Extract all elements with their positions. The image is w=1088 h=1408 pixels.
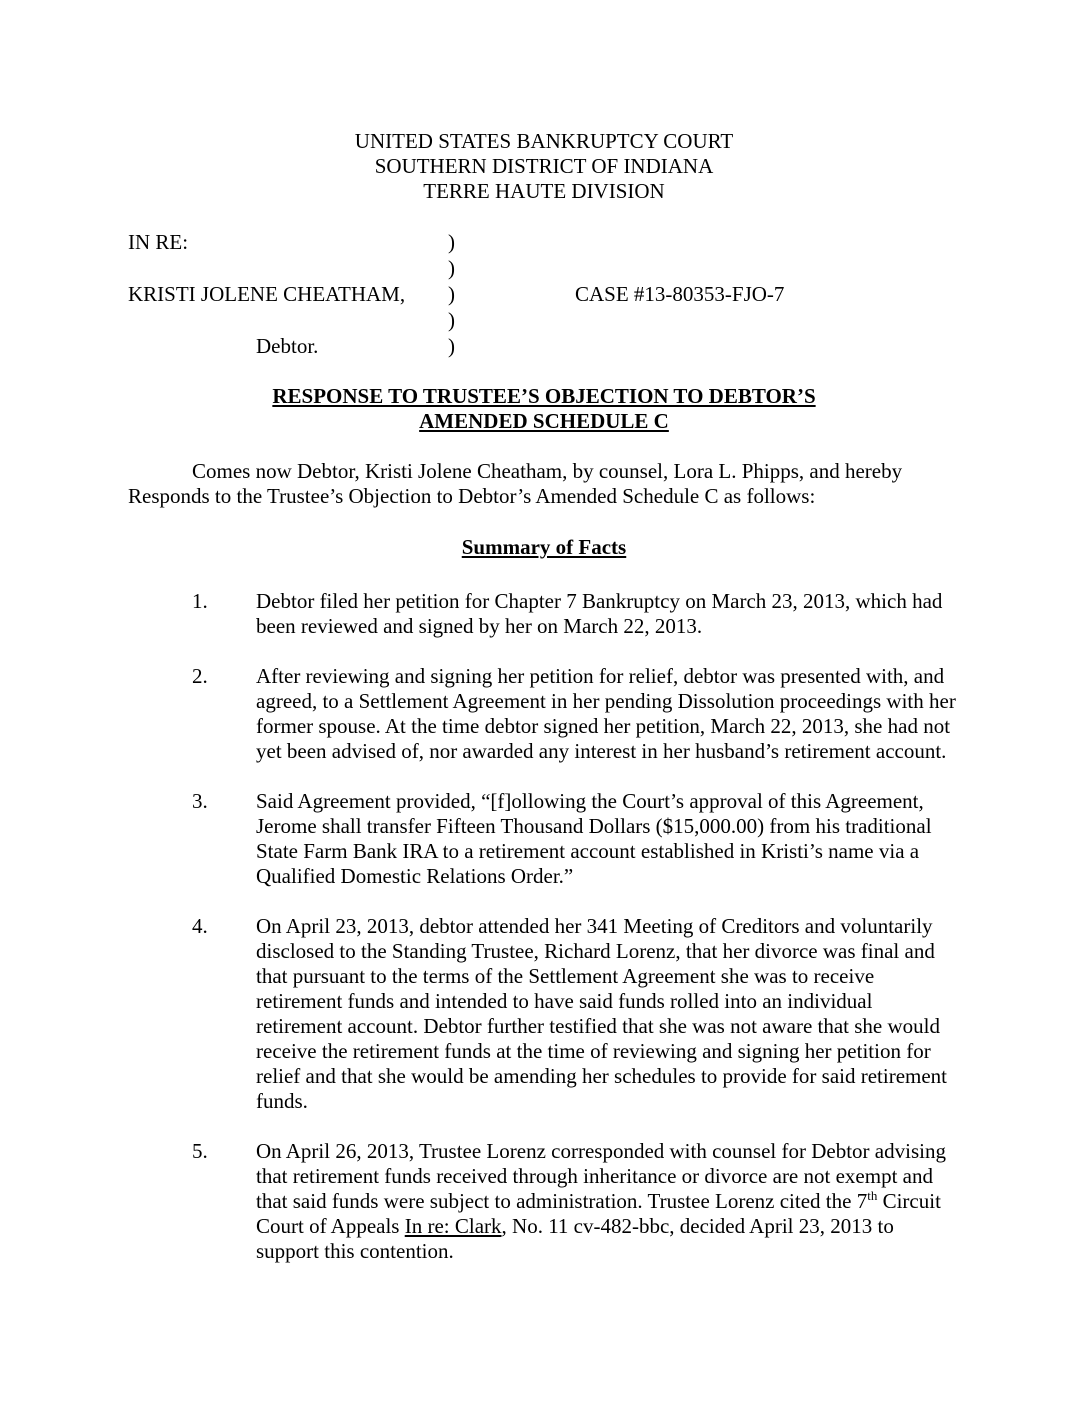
fact-number: 2.	[192, 664, 208, 688]
caption-paren: )	[448, 308, 455, 332]
section-heading	[128, 535, 960, 560]
caption-paren: )	[448, 334, 455, 358]
section-heading-text: Summary of Facts	[461, 535, 627, 559]
fact-item	[128, 664, 960, 764]
court-district: SOUTHERN DISTRICT OF INDIANA	[374, 154, 714, 178]
caption-row	[128, 334, 960, 360]
opening-paragraph: Comes now Debtor, Kristi Jolene Cheatham, by counsel, Lora L. Phipps, and hereby Responds to the Trustee’s Objection to Debtor’s Amended Schedule C as follows:	[128, 459, 903, 508]
document-title-line: AMENDED SCHEDULE C	[419, 409, 669, 433]
fact-item	[128, 589, 960, 639]
case-number: CASE #13-80353-FJO-7	[575, 282, 785, 306]
fact-text: Said Agreement provided, “[f]ollowing the Court’s approval of this Agreement, Jerome shall transfer Fifteen Thousand Dollars ($15,000.00) from his traditional State Farm Bank IRA to a retirement account established in Kristi’s name via a Qualified Domestic Relations Order.”	[256, 789, 932, 888]
caption-paren: )	[448, 230, 455, 254]
debtor-name: KRISTI JOLENE CHEATHAM,	[128, 282, 406, 306]
caption-paren: )	[448, 256, 455, 280]
facts-list	[128, 589, 960, 1264]
caption-row	[128, 230, 960, 256]
court-division: TERRE HAUTE DIVISION	[423, 179, 665, 203]
fact-item	[128, 1139, 960, 1264]
fact-item	[128, 914, 960, 1114]
document-title-line: RESPONSE TO TRUSTEE’S OBJECTION TO DEBTOR’S	[272, 384, 816, 408]
caption-paren: )	[448, 282, 455, 306]
fact-text: Debtor filed her petition for Chapter 7 Bankruptcy on March 23, 2013, which had been reviewed and signed by her on March 22, 2013.	[256, 589, 943, 638]
fact-number: 1.	[192, 589, 208, 613]
case-caption	[128, 230, 960, 360]
court-header	[128, 129, 960, 204]
in-re-label: IN RE:	[128, 230, 189, 254]
caption-row	[128, 256, 960, 282]
fact-text: On April 26, 2013, Trustee Lorenz corresponded with counsel for Debtor advising that retirement funds received through inheritance or divorce are not exempt and that said funds were subject to administration. Trustee Lorenz cited the 7th Circuit Court of Appeals In re: Clark, No. 11 cv-482-bbc, decided April 23, 2013 to support this contention.	[256, 1139, 946, 1263]
fact-number: 5.	[192, 1139, 208, 1163]
document-title	[128, 384, 960, 434]
fact-number: 4.	[192, 914, 208, 938]
caption-row	[128, 282, 960, 308]
court-name: UNITED STATES BANKRUPTCY COURT	[354, 129, 734, 153]
fact-text: After reviewing and signing her petition for relief, debtor was presented with, and agreed, to a Settlement Agreement in her pending Dissolution proceedings with her former spouse. At the time debtor signed her petition, March 22, 2013, she had not yet been advised of, nor awarded any interest in her husband’s retirement account.	[256, 664, 956, 763]
debtor-label: Debtor.	[256, 334, 319, 358]
fact-number: 3.	[192, 789, 208, 813]
caption-row	[128, 308, 960, 334]
fact-text: On April 23, 2013, debtor attended her 341 Meeting of Creditors and voluntarily disclosed to the Standing Trustee, Richard Lorenz, that her divorce was final and that pursuant to the terms of the Settlement Agreement she was to receive retirement funds and intended to have said funds rolled into an individual retirement account. Debtor further testified that she was not aware that she would receive the retirement funds at the time of reviewing and signing her petition for relief and that she would be amending her schedules to provide for said retirement funds.	[256, 914, 948, 1113]
fact-item	[128, 789, 960, 889]
